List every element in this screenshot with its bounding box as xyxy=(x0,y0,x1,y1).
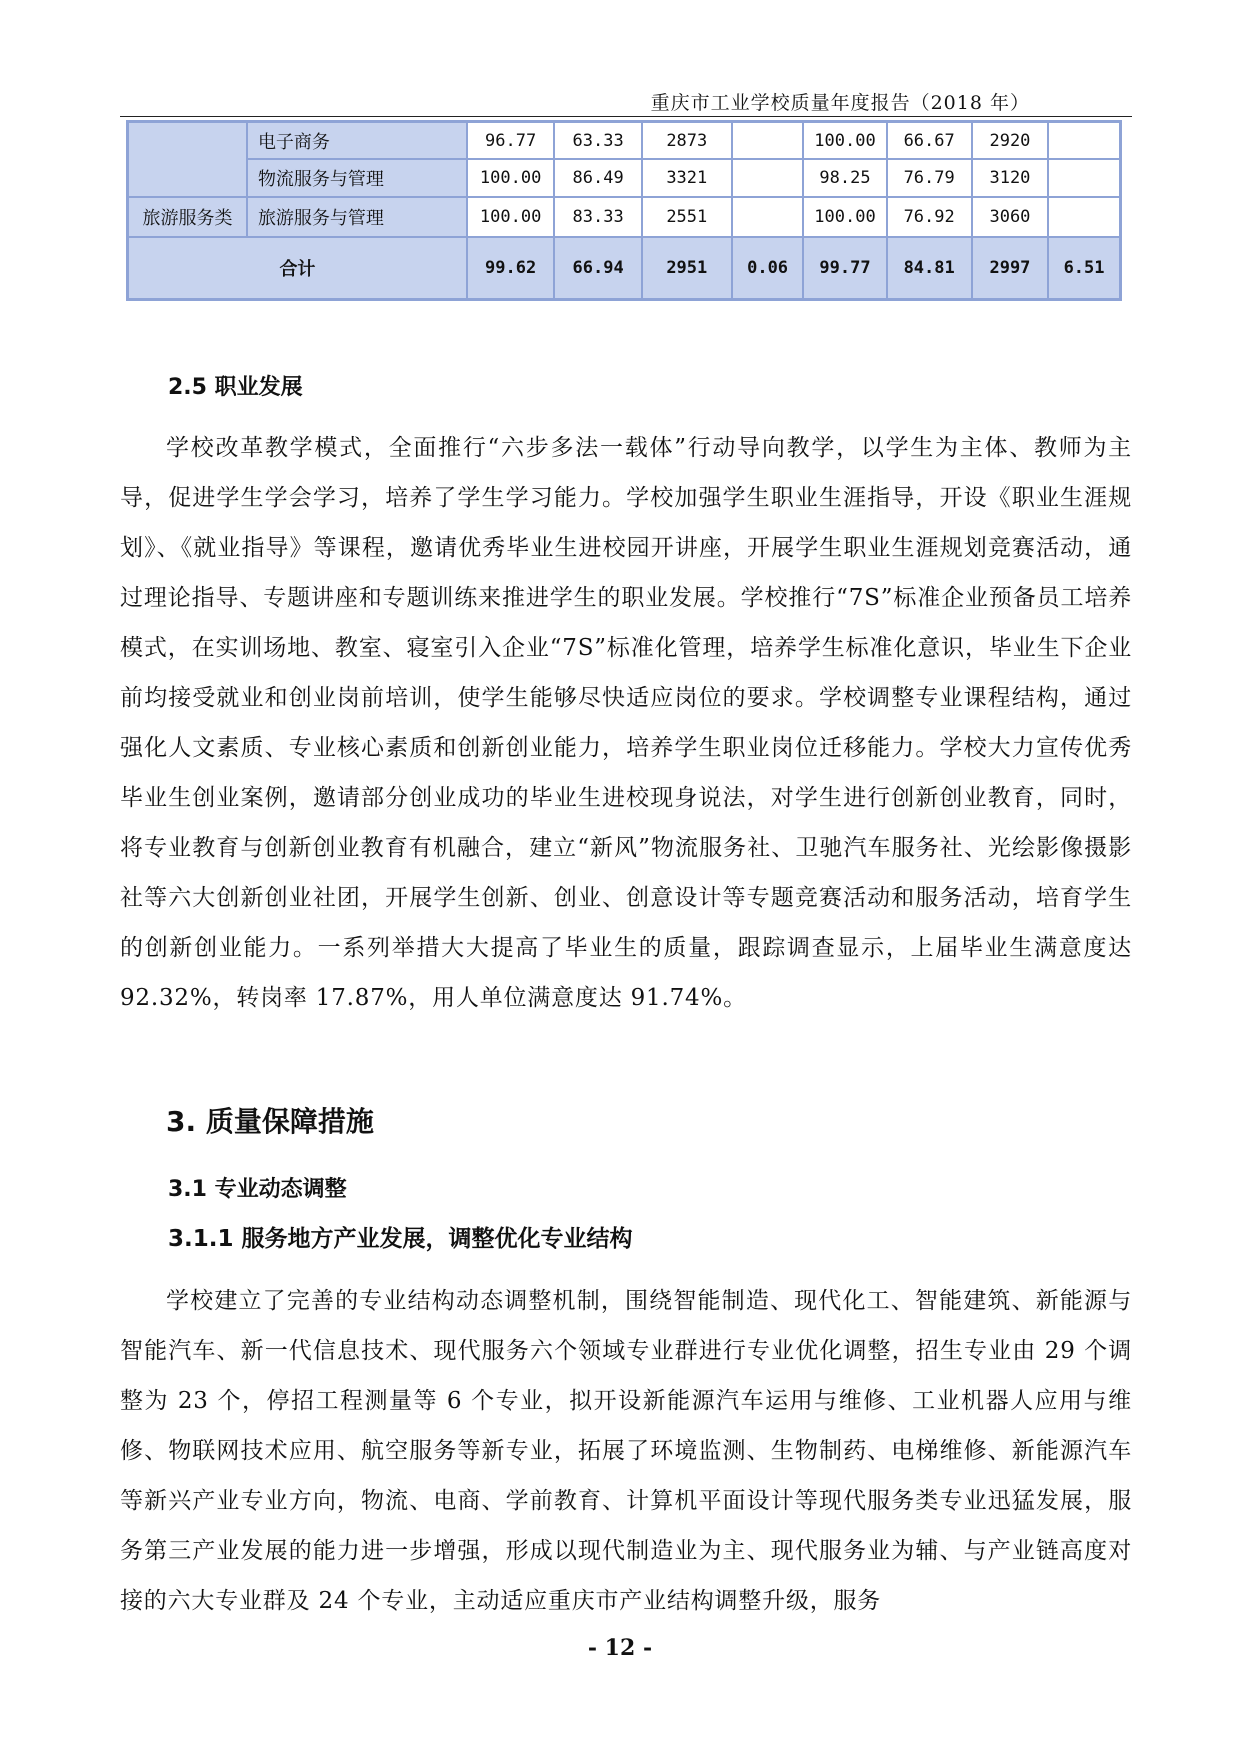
value-cell: 2873 xyxy=(642,122,732,159)
value-cell: 66.67 xyxy=(887,122,972,159)
value-cell: 3120 xyxy=(972,159,1048,196)
value-cell: 2920 xyxy=(972,122,1048,159)
total-value: 2997 xyxy=(972,237,1048,300)
header-title: 重庆市工业学校质量年度报告（2018 年） xyxy=(650,92,1030,114)
value-cell: 76.92 xyxy=(887,197,972,237)
total-value: 2951 xyxy=(642,237,732,300)
total-value: 0.06 xyxy=(732,237,804,300)
major-cell: 旅游服务与管理 xyxy=(247,197,467,237)
table-row xyxy=(128,159,1120,196)
employment-table xyxy=(126,120,1122,301)
value-cell: 3321 xyxy=(642,159,732,196)
table-row xyxy=(128,197,1120,237)
value-cell: 2551 xyxy=(642,197,732,237)
total-value: 84.81 xyxy=(887,237,972,300)
body-paragraph-career: 学校改革教学模式，全面推行“六步多法一载体”行动导向教学，以学生为主体、教师为主导，促进学生学会学习，培养了学生学习能力。学校加强学生职业生涯指导，开设《职业生涯规划》、《就业指导》等课程，邀请优秀毕业生进校园开讲座，开展学生职业生涯规划竞赛活动，通过理论指导、专题讲座和专题训练来推进学生的职业发展。学校推行“7S”标准企业预备员工培养模式，在实训场地、教室、寝室引入企业“7S”标准化管理，培养学生标准化意识，毕业生下企业前均接受就业和创业岗前培训，使学生能够尽快适应岗位的要求。学校调整专业课程结构，通过强化人文素质、专业核心素质和创新创业能力，培养学生职业岗位迁移能力。学校大力宣传优秀毕业生创业案例，邀请部分创业成功的毕业生进校现身说法，对学生进行创新创业教育，同时，将专业教育与创新创业教育有机融合，建立“新风”物流服务社、卫驰汽车服务社、光绘影像摄影社等六大创新创业社团，开展学生创新、创业、创意设计等专题竞赛活动和服务活动，培育学生的创新创业能力。一系列举措大大提高了毕业生的质量，跟踪调查显示，上届毕业生满意度达 92.32%，转岗率 17.87%，用人单位满意度达 91.74%。 xyxy=(120,435,1132,1011)
value-cell: 100.00 xyxy=(467,197,555,237)
value-cell: 86.49 xyxy=(554,159,642,196)
value-cell xyxy=(732,122,804,159)
value-cell: 96.77 xyxy=(467,122,555,159)
category-cell xyxy=(128,122,247,197)
section-heading-2-5: 2.5 职业发展 xyxy=(168,375,303,400)
body-paragraph-structure: 学校建立了完善的专业结构动态调整机制，围绕智能制造、现代化工、智能建筑、新能源与智能汽车、新一代信息技术、现代服务六个领域专业群进行专业优化调整，招生专业由 29 个调整为 23 个，停招工程测量等 6 个专业，拟开设新能源汽车运用与维修、工业机器人应用与维修、物联网技术应用、航空服务等新专业，拓展了环境监测、生物制药、电梯维修、新能源汽车等新兴产业专业方向，物流、电商、学前教育、计算机平面设计等现代服务类专业迅猛发展，服务第三产业发展的能力进一步增强，形成以现代制造业为主、现代服务业为辅、与产业链高度对接的六大专业群及 24 个专业，主动适应重庆市产业结构调整升级，服务 xyxy=(120,1288,1132,1614)
value-cell xyxy=(732,159,804,196)
value-cell: 98.25 xyxy=(803,159,886,196)
section-heading-3-1: 3.1 专业动态调整 xyxy=(168,1177,347,1202)
total-value: 99.77 xyxy=(803,237,886,300)
total-value: 66.94 xyxy=(554,237,642,300)
value-cell: 76.79 xyxy=(887,159,972,196)
value-cell: 3060 xyxy=(972,197,1048,237)
page-number: - 12 - xyxy=(587,1635,653,1661)
table-row xyxy=(128,122,1120,159)
value-cell xyxy=(1048,197,1120,237)
total-row xyxy=(128,237,1120,300)
value-cell xyxy=(1048,122,1120,159)
value-cell: 100.00 xyxy=(467,159,555,196)
value-cell: 83.33 xyxy=(554,197,642,237)
value-cell xyxy=(1048,159,1120,196)
value-cell: 100.00 xyxy=(803,197,886,237)
major-cell: 电子商务 xyxy=(247,122,467,159)
total-label: 合计 xyxy=(128,237,467,300)
section-heading-3: 3. 质量保障措施 xyxy=(166,1105,374,1138)
total-value: 99.62 xyxy=(467,237,555,300)
value-cell: 100.00 xyxy=(803,122,886,159)
major-cell: 物流服务与管理 xyxy=(247,159,467,196)
value-cell xyxy=(732,197,804,237)
value-cell: 63.33 xyxy=(554,122,642,159)
category-cell: 旅游服务类 xyxy=(128,197,247,237)
page-header xyxy=(120,84,1132,117)
total-value: 6.51 xyxy=(1048,237,1120,300)
section-heading-3-1-1: 3.1.1 服务地方产业发展，调整优化专业结构 xyxy=(168,1226,633,1252)
